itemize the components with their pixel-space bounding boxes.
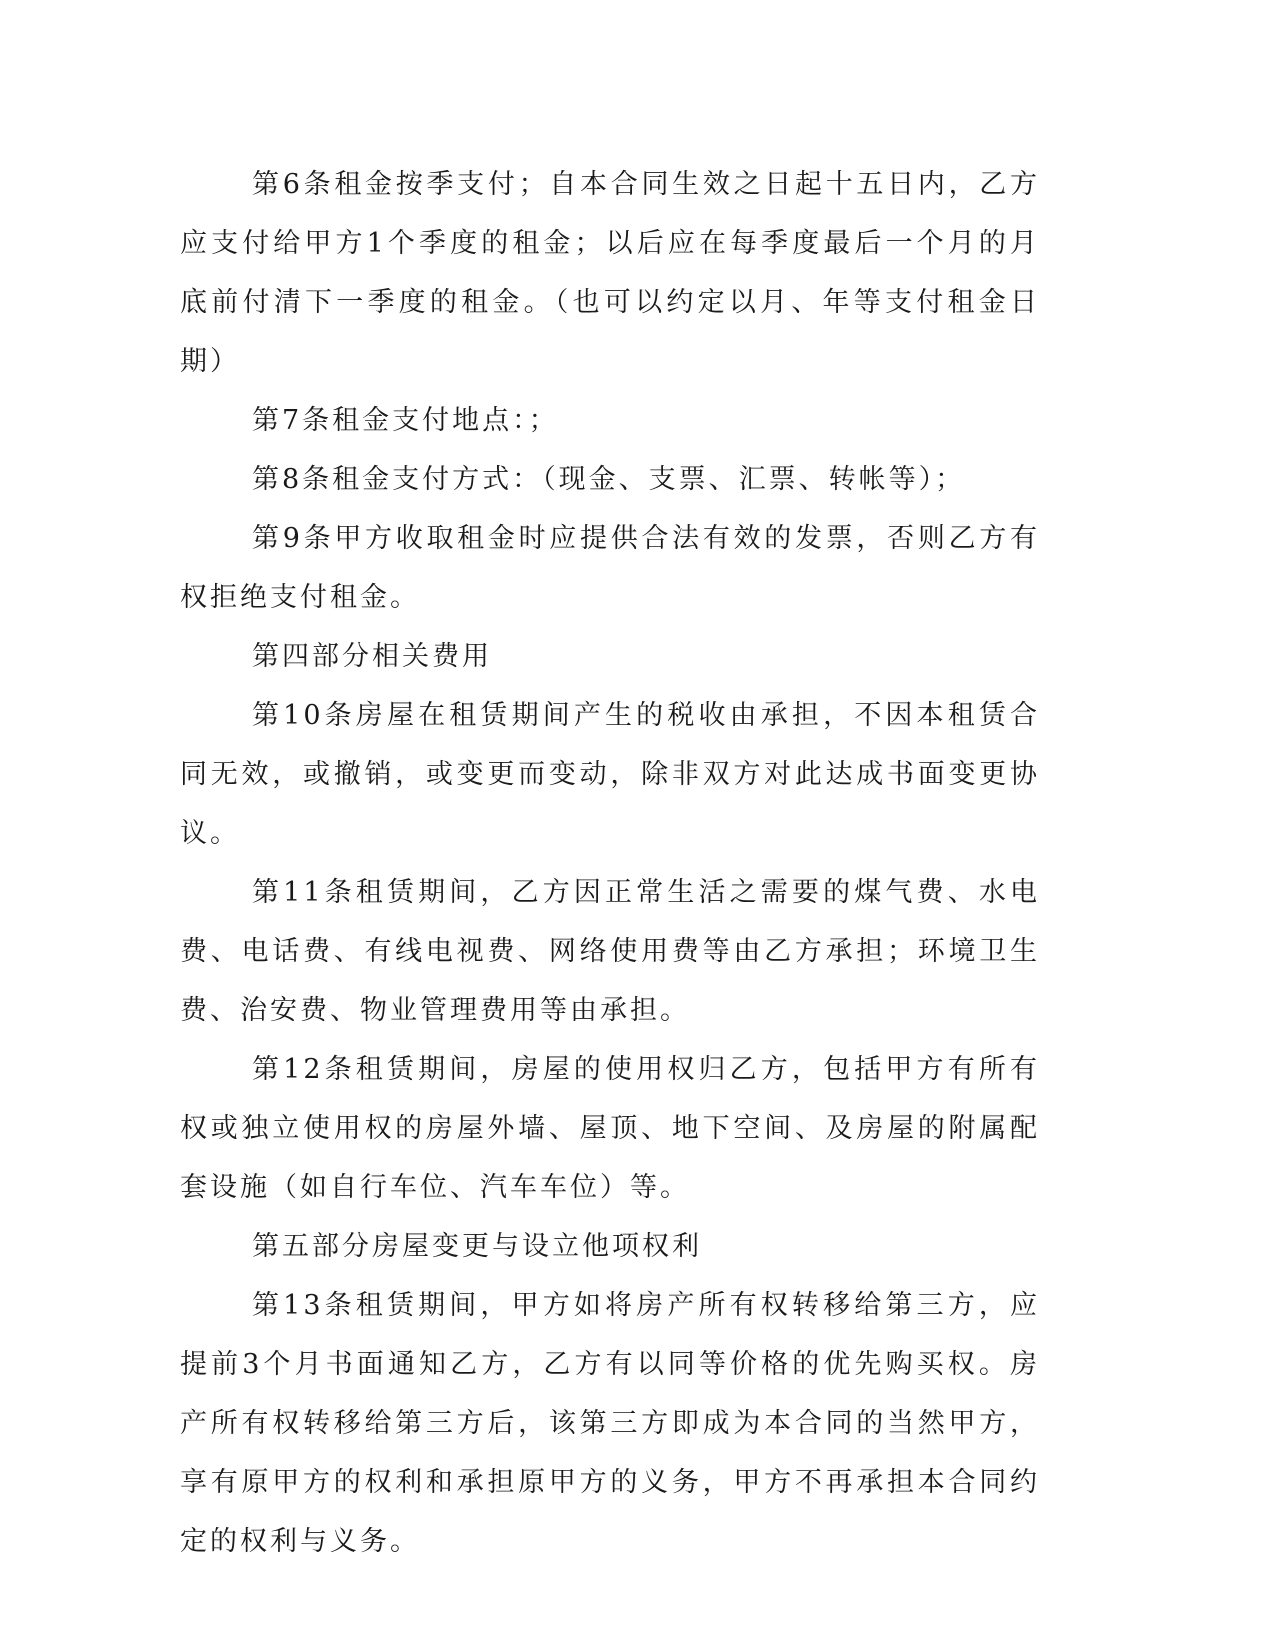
clause-8-paragraph: 第8条租金支付方式：（现金、支票、汇票、转帐等）； [252, 464, 966, 495]
clause-13-paragraph: 第13条租赁期间，甲方如将房产所有权转移给第三方，应提前3个月书面通知乙方，乙方有以同等价格的优先购买权。房产所有权转移给第三方后，该第三方即成为本合同的当然甲方，享有原甲方的权利和承担原甲方的义务，甲方不再承担本合同约定的权利与义务。 [180, 1290, 1040, 1557]
document-body [180, 155, 1040, 1571]
section-5-heading: 第五部分房屋变更与设立他项权利 [252, 1231, 702, 1262]
clause-10-paragraph: 第10条房屋在租赁期间产生的税收由承担，不因本租赁合同无效，或撤销，或变更而变动，除非双方对此达成书面变更协议。 [180, 700, 1040, 849]
clause-12-paragraph: 第12条租赁期间，房屋的使用权归乙方，包括甲方有所有权或独立使用权的房屋外墙、屋顶、地下空间、及房屋的附属配套设施（如自行车位、汽车车位）等。 [180, 1054, 1040, 1203]
clause-7-paragraph: 第7条租金支付地点：； [252, 405, 559, 436]
clause-11-paragraph: 第11条租赁期间，乙方因正常生活之需要的煤气费、水电费、电话费、有线电视费、网络使用费等由乙方承担；环境卫生费、治安费、物业管理费用等由承担。 [180, 877, 1040, 1026]
clause-6-paragraph: 第6条租金按季支付；自本合同生效之日起十五日内，乙方应支付给甲方1个季度的租金；以后应在每季度最后一个月的月底前付清下一季度的租金。（也可以约定以月、年等支付租金日期） [180, 169, 1040, 377]
clause-9-paragraph: 第9条甲方收取租金时应提供合法有效的发票，否则乙方有权拒绝支付租金。 [180, 523, 1040, 613]
section-4-heading: 第四部分相关费用 [252, 641, 492, 672]
